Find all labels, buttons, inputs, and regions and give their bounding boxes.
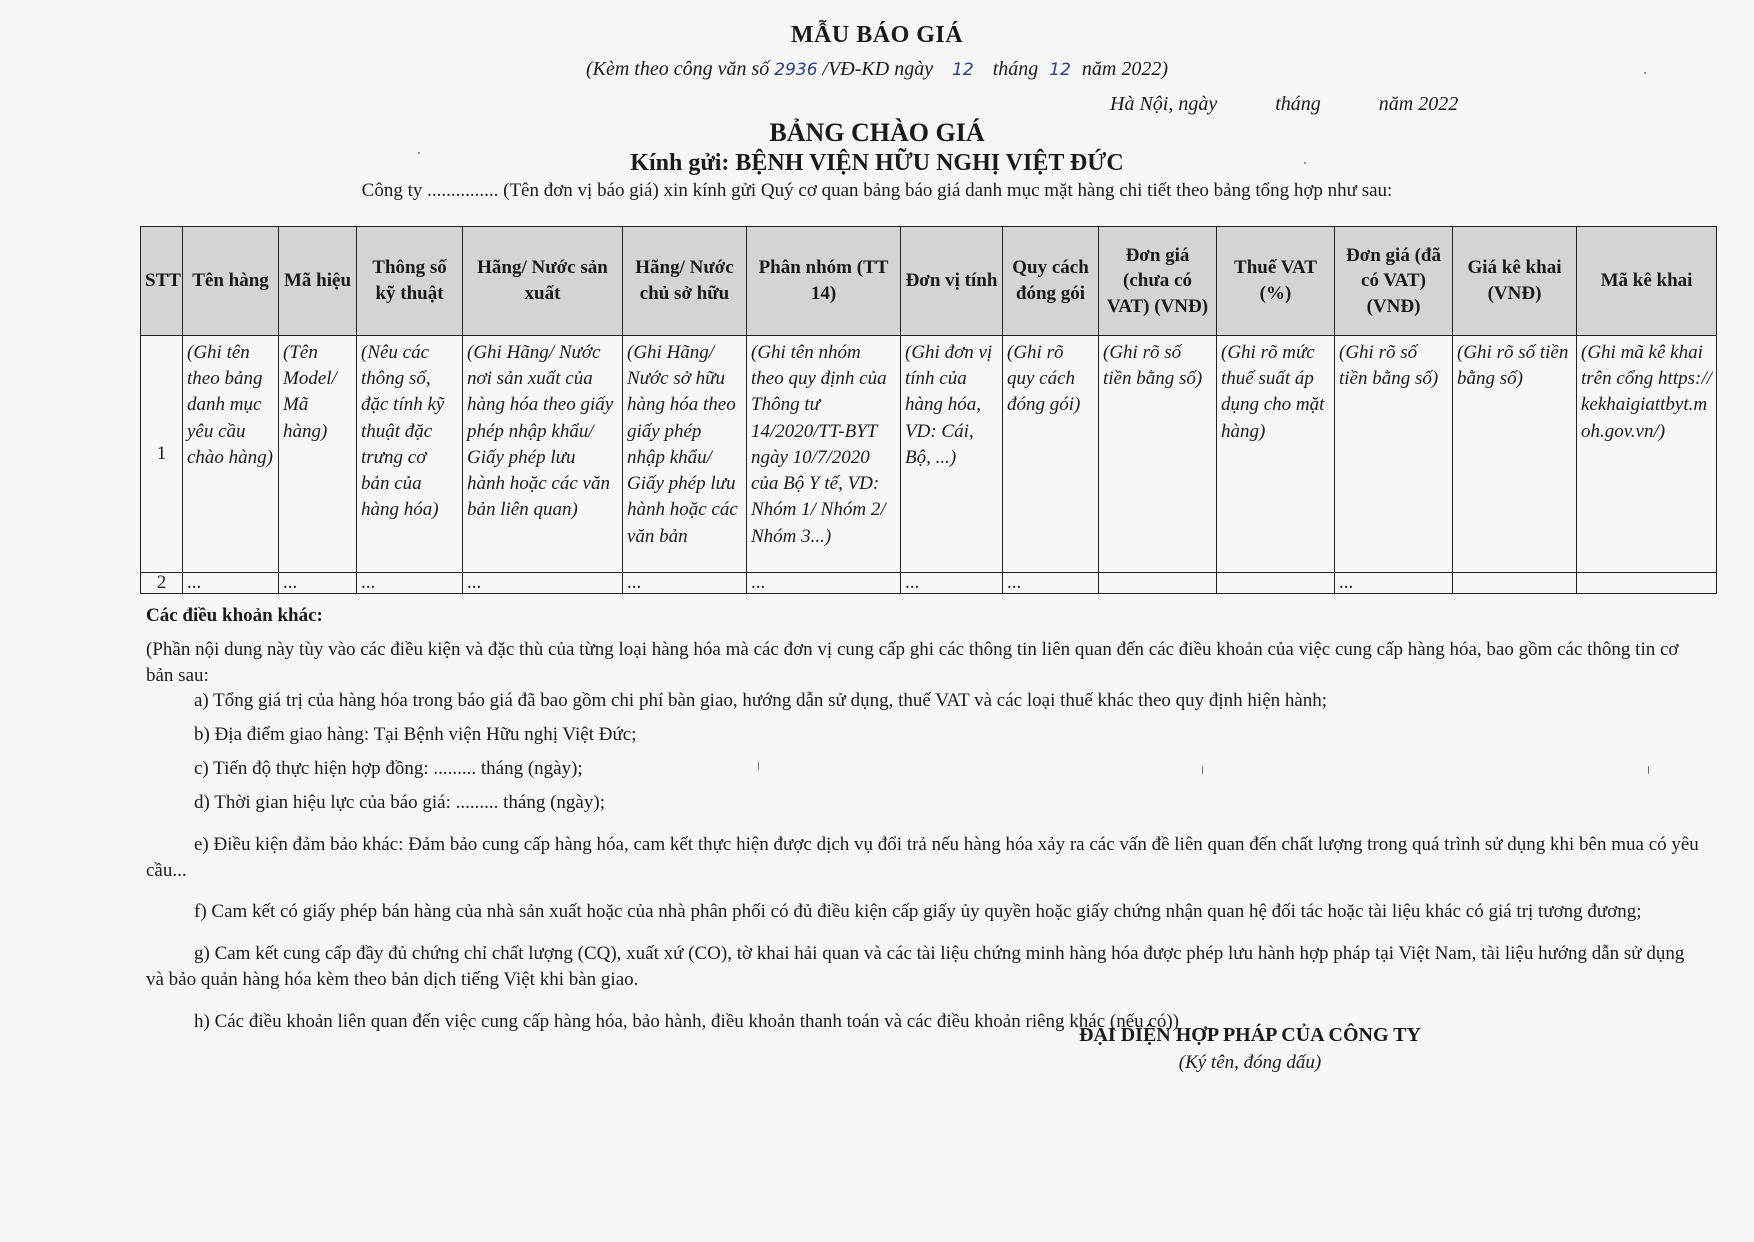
table-cell: (Ghi rõ quy cách đóng gói)	[1003, 336, 1099, 573]
table-cell: ...	[623, 573, 747, 594]
terms-intro: (Phần nội dung này tùy vào các điều kiện và đặc thù của từng loại hàng hóa mà các đơn vị cung cấp ghi các thông tin liên quan đến các điều khoản của việc cung cấp hàng hóa, bao gồm các thông tin cơ bản sau:	[146, 638, 1679, 686]
table-cell: (Ghi đơn vị tính của hàng hóa, VD: Cái, Bộ, ...)	[901, 336, 1003, 573]
table-header-row	[141, 227, 1717, 336]
table-cell: (Ghi rõ mức thuế suất áp dụng cho mặt hàng)	[1217, 336, 1335, 573]
term-a: a) Tổng giá trị của hàng hóa trong báo giá đã bao gồm chi phí bàn giao, hướng dẫn sử dụng, thuế VAT và các loại thuế khác theo quy định hiện hành;	[194, 690, 1328, 712]
quotation-table	[140, 226, 1717, 594]
date-year: năm 2022	[1378, 93, 1459, 115]
intro-text: Công ty ............... (Tên đơn vị báo giá) xin kính gửi Quý cơ quan bảng báo giá danh mục mặt hàng chi tiết theo bảng tổng hợp như sau:	[361, 180, 1393, 201]
document-title: BẢNG CHÀO GIÁ	[769, 118, 985, 147]
term-c: c) Tiến độ thực hiện hợp đồng: ......... tháng (ngày);	[194, 758, 583, 780]
form-title: MẪU BÁO GIÁ	[790, 22, 964, 48]
date-place: Hà Nội, ngày	[1110, 93, 1218, 115]
column-header: Đơn vị tính	[901, 227, 1003, 336]
table-row	[141, 336, 1717, 573]
date-line	[1110, 93, 1458, 116]
table-cell: ...	[463, 573, 623, 594]
table-cell: (Ghi rõ số tiền bằng số)	[1099, 336, 1217, 573]
table-cell: (Ghi Hãng/ Nước sở hữu hàng hóa theo giấy phép nhập khẩu/ Giấy phép lưu hành hoặc các văn bản	[623, 336, 747, 573]
column-header: Mã kê khai	[1577, 227, 1717, 336]
signature-note: (Ký tên, đóng dấu)	[1178, 1052, 1322, 1073]
column-header: Giá kê khai (VNĐ)	[1453, 227, 1577, 336]
recipient-line: Kính gửi: BỆNH VIỆN HỮU NGHỊ VIỆT ĐỨC	[630, 150, 1124, 176]
terms-heading: Các điều khoản khác:	[146, 605, 323, 626]
reference-month-label: tháng	[992, 58, 1039, 80]
column-header: Phân nhóm (TT 14)	[747, 227, 901, 336]
handwritten-month: 12	[1049, 60, 1071, 80]
table-cell: (Ghi tên theo bảng danh mục yêu cầu chào hàng)	[183, 336, 279, 573]
scan-speck	[418, 152, 420, 154]
table-cell: (Ghi tên nhóm theo quy định của Thông tư 14/2020/TT-BYT ngày 10/7/2020 của Bộ Y tế, VD: Nhóm 1/ Nhóm 2/ Nhóm 3...)	[747, 336, 901, 573]
column-header: Thông số kỹ thuật	[357, 227, 463, 336]
table-cell: ...	[1335, 573, 1453, 594]
scan-speck	[1202, 766, 1203, 774]
signature-title: ĐẠI DIỆN HỢP PHÁP CỦA CÔNG TY	[1079, 1024, 1421, 1046]
table-cell: (Tên Model/ Mã hàng)	[279, 336, 357, 573]
reference-mid: /VĐ-KD ngày	[822, 58, 934, 80]
table-cell	[1217, 573, 1335, 594]
table-cell: (Ghi Hãng/ Nước nơi sản xuất của hàng hóa theo giấy phép nhập khẩu/ Giấy phép lưu hành hoặc các văn bản liên quan)	[463, 336, 623, 573]
date-month: tháng	[1275, 93, 1321, 115]
table-cell: (Ghi rõ số tiền bằng số)	[1453, 336, 1577, 573]
column-header: Hãng/ Nước sản xuất	[463, 227, 623, 336]
column-header: Mã hiệu	[279, 227, 357, 336]
term-b: b) Địa điểm giao hàng: Tại Bệnh viện Hữu nghị Việt Đức;	[194, 724, 637, 746]
table-cell: 1	[141, 336, 183, 573]
table-cell: ...	[747, 573, 901, 594]
column-header: Thuế VAT (%)	[1217, 227, 1335, 336]
column-header: STT	[141, 227, 183, 336]
table-cell: ...	[279, 573, 357, 594]
reference-line	[0, 58, 1754, 81]
term-h: h) Các điều khoản liên quan đến việc cung cấp hàng hóa, bảo hành, điều khoản thanh toán và các điều khoản riêng khác (nếu có))	[194, 1010, 1179, 1032]
reference-prefix: (Kèm theo công văn số	[585, 58, 770, 80]
term-g: g) Cam kết cung cấp đầy đủ chứng chỉ chất lượng (CQ), xuất xứ (CO), tờ khai hải quan và các tài liệu chứng minh hàng hóa được phép lưu hành hợp pháp tại Việt Nam, tài liệu hướng dẫn sử dụng và bảo quản hàng hóa kèm theo bản dịch tiếng Việt khi bàn giao.	[146, 943, 1685, 991]
handwritten-day: 12	[952, 60, 974, 80]
scan-speck	[1304, 162, 1306, 164]
table-cell	[1099, 573, 1217, 594]
scan-speck	[758, 762, 759, 770]
table-cell	[1453, 573, 1577, 594]
table-cell: (Nêu các thông số, đặc tính kỹ thuật đặc trưng cơ bản của hàng hóa)	[357, 336, 463, 573]
table-cell: (Ghi mã kê khai trên cổng https://kekhaigiattbyt.moh.gov.vn/)	[1577, 336, 1717, 573]
table-cell: (Ghi rõ số tiền bằng số)	[1335, 336, 1453, 573]
scan-speck	[1648, 766, 1649, 774]
column-header: Quy cách đóng gói	[1003, 227, 1099, 336]
reference-year: năm 2022)	[1081, 58, 1169, 80]
term-e: e) Điều kiện đảm bảo khác: Đảm bảo cung cấp hàng hóa, cam kết thực hiện được dịch vụ đổi trả nếu hàng hóa xảy ra các vấn đề liên quan đến chất lượng trong quá trình sử dụng khi bên mua có yêu cầu...	[146, 833, 1699, 881]
table-row	[141, 573, 1717, 594]
other-terms	[146, 603, 1706, 1035]
column-header: Đơn giá (đã có VAT) (VNĐ)	[1335, 227, 1453, 336]
table-cell	[1577, 573, 1717, 594]
scan-speck	[1644, 72, 1646, 74]
table-cell: ...	[357, 573, 463, 594]
term-f: f) Cam kết có giấy phép bán hàng của nhà sản xuất hoặc của nhà phân phối có đủ điều kiện cấp giấy ủy quyền hoặc giấy chứng nhận quan hệ đối tác hoặc tài liệu khác có giá trị tương đương;	[194, 901, 1642, 923]
table-cell: 2	[141, 573, 183, 594]
column-header: Hãng/ Nước chủ sở hữu	[623, 227, 747, 336]
table-cell: ...	[901, 573, 1003, 594]
column-header: Tên hàng	[183, 227, 279, 336]
column-header: Đơn giá (chưa có VAT) (VNĐ)	[1099, 227, 1217, 336]
term-d: d) Thời gian hiệu lực của báo giá: ......... tháng (ngày);	[194, 791, 605, 813]
table-cell: ...	[183, 573, 279, 594]
handwritten-doc-number: 2936	[774, 60, 818, 80]
table-cell: ...	[1003, 573, 1099, 594]
